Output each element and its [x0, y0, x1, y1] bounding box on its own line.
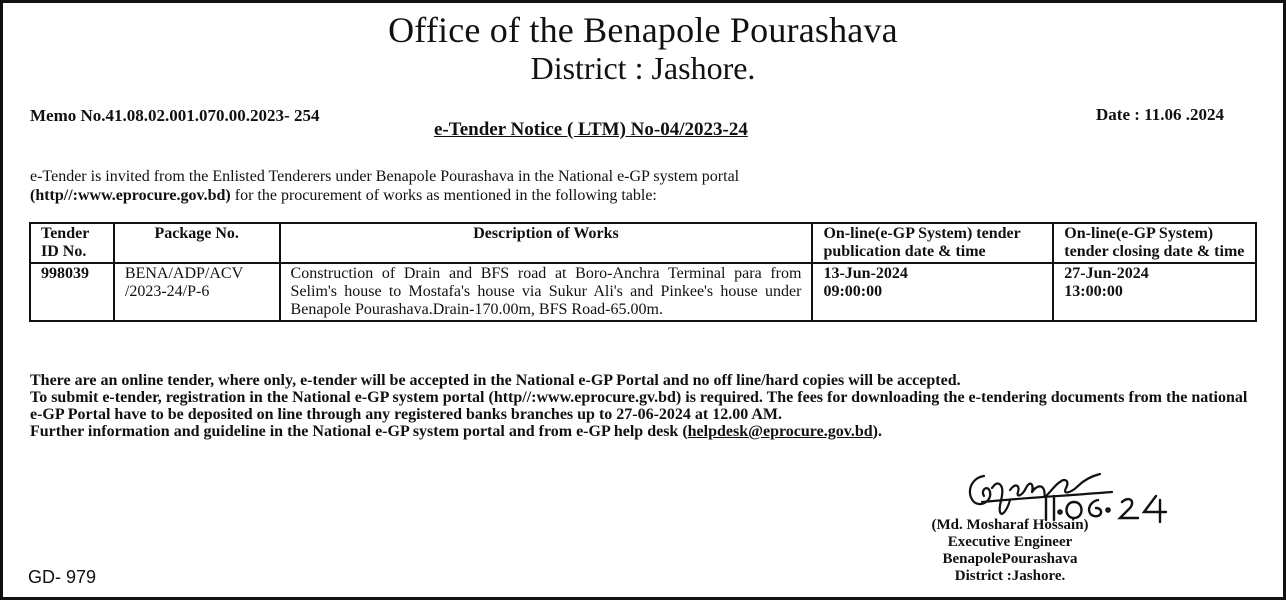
intro-line-2: for the procurement of works as mentioned in the following table:: [230, 187, 657, 204]
signatory-name: (Md. Mosharaf Hossain): [931, 517, 1089, 533]
header-tender-id: Tender ID No.: [30, 223, 114, 263]
district-title: District : Jashore.: [530, 50, 756, 86]
intro-paragraph: [30, 167, 739, 205]
memo-number: Memo No.41.08.02.001.070.00.2023- 254: [30, 106, 320, 125]
intro-line-1: e-Tender is invited from the Enlisted Tenderers under Benapole Pourashava in the National e-GP system portal: [30, 168, 740, 185]
handwritten-signature: [962, 462, 1182, 524]
closing-date: 27-Jun-2024: [1064, 265, 1149, 282]
notice-date: Date : 11.06 .2024: [1096, 105, 1224, 124]
publication-date: 13-Jun-2024: [823, 265, 908, 282]
helpdesk-email: helpdesk@eprocure.gov.bd: [687, 423, 873, 440]
instructions: [30, 372, 1256, 440]
cell-publication: [812, 263, 1053, 321]
signature-date: 11.06.24: [962, 462, 966, 463]
table-row: [30, 263, 1256, 321]
header-package: Package No.: [114, 223, 280, 263]
publication-time: 09:00:00: [823, 283, 883, 300]
instruction-registration: [30, 389, 1256, 423]
cell-tender-id: 998039: [30, 263, 114, 321]
header-closing: On-line(e-GP System) tender closing date & time: [1053, 223, 1256, 263]
closing-time: 13:00:00: [1064, 283, 1123, 300]
cell-closing: [1053, 263, 1256, 321]
instruction-online-only: There are an online tender, where only, e-tender will be accepted in the National e-GP Portal and no off line/hard copies will be accepted.: [30, 372, 961, 389]
signatory-office: BenapolePourashava: [942, 551, 1078, 567]
helpdesk-text-a: Further information and guideline in the National e-GP system portal and from e-GP help desk (: [30, 423, 688, 440]
registration-text-a: To submit e-tender, registration in the National e-GP system portal: [30, 389, 489, 406]
office-title: Office of the Benapole Pourashava: [388, 10, 898, 50]
instruction-helpdesk: [30, 423, 1256, 440]
helpdesk-text-b: ).: [872, 423, 882, 440]
notice-title: e-Tender Notice ( LTM) No-04/2023-24: [434, 119, 748, 140]
gd-reference: GD- 979: [28, 567, 97, 587]
registration-text-b: is required. The fees for downloading the e-tendering documents from the national e-GP Portal have to be deposited on line through any registered banks branches up to 27-06-2024 at 12.00 AM.: [30, 389, 1248, 423]
table-header-row: [30, 223, 1256, 263]
signatory-block: [880, 517, 1140, 585]
signatory-title: Executive Engineer: [947, 534, 1073, 550]
cell-description: Construction of Drain and BFS road at Boro-Anchra Terminal para from Selim's house to Mostafa's house via Sukur Ali's and Pinkee's house under Benapole Pourashava.Drain-170.00m, BFS Road-65.00m.: [280, 263, 813, 321]
registration-url: (http//:www.eprocure.gv.bd): [488, 389, 682, 406]
header-publication: On-line(e-GP System) tender publication date & time: [812, 223, 1053, 263]
eprocure-url: (http//:www.eprocure.gov.bd): [30, 187, 231, 204]
tender-table: [29, 222, 1257, 322]
header-description: Description of Works: [280, 223, 813, 263]
signatory-district: District :Jashore.: [954, 568, 1066, 584]
cell-package: BENA/ADP/ACV /2023-24/P-6: [114, 263, 280, 321]
